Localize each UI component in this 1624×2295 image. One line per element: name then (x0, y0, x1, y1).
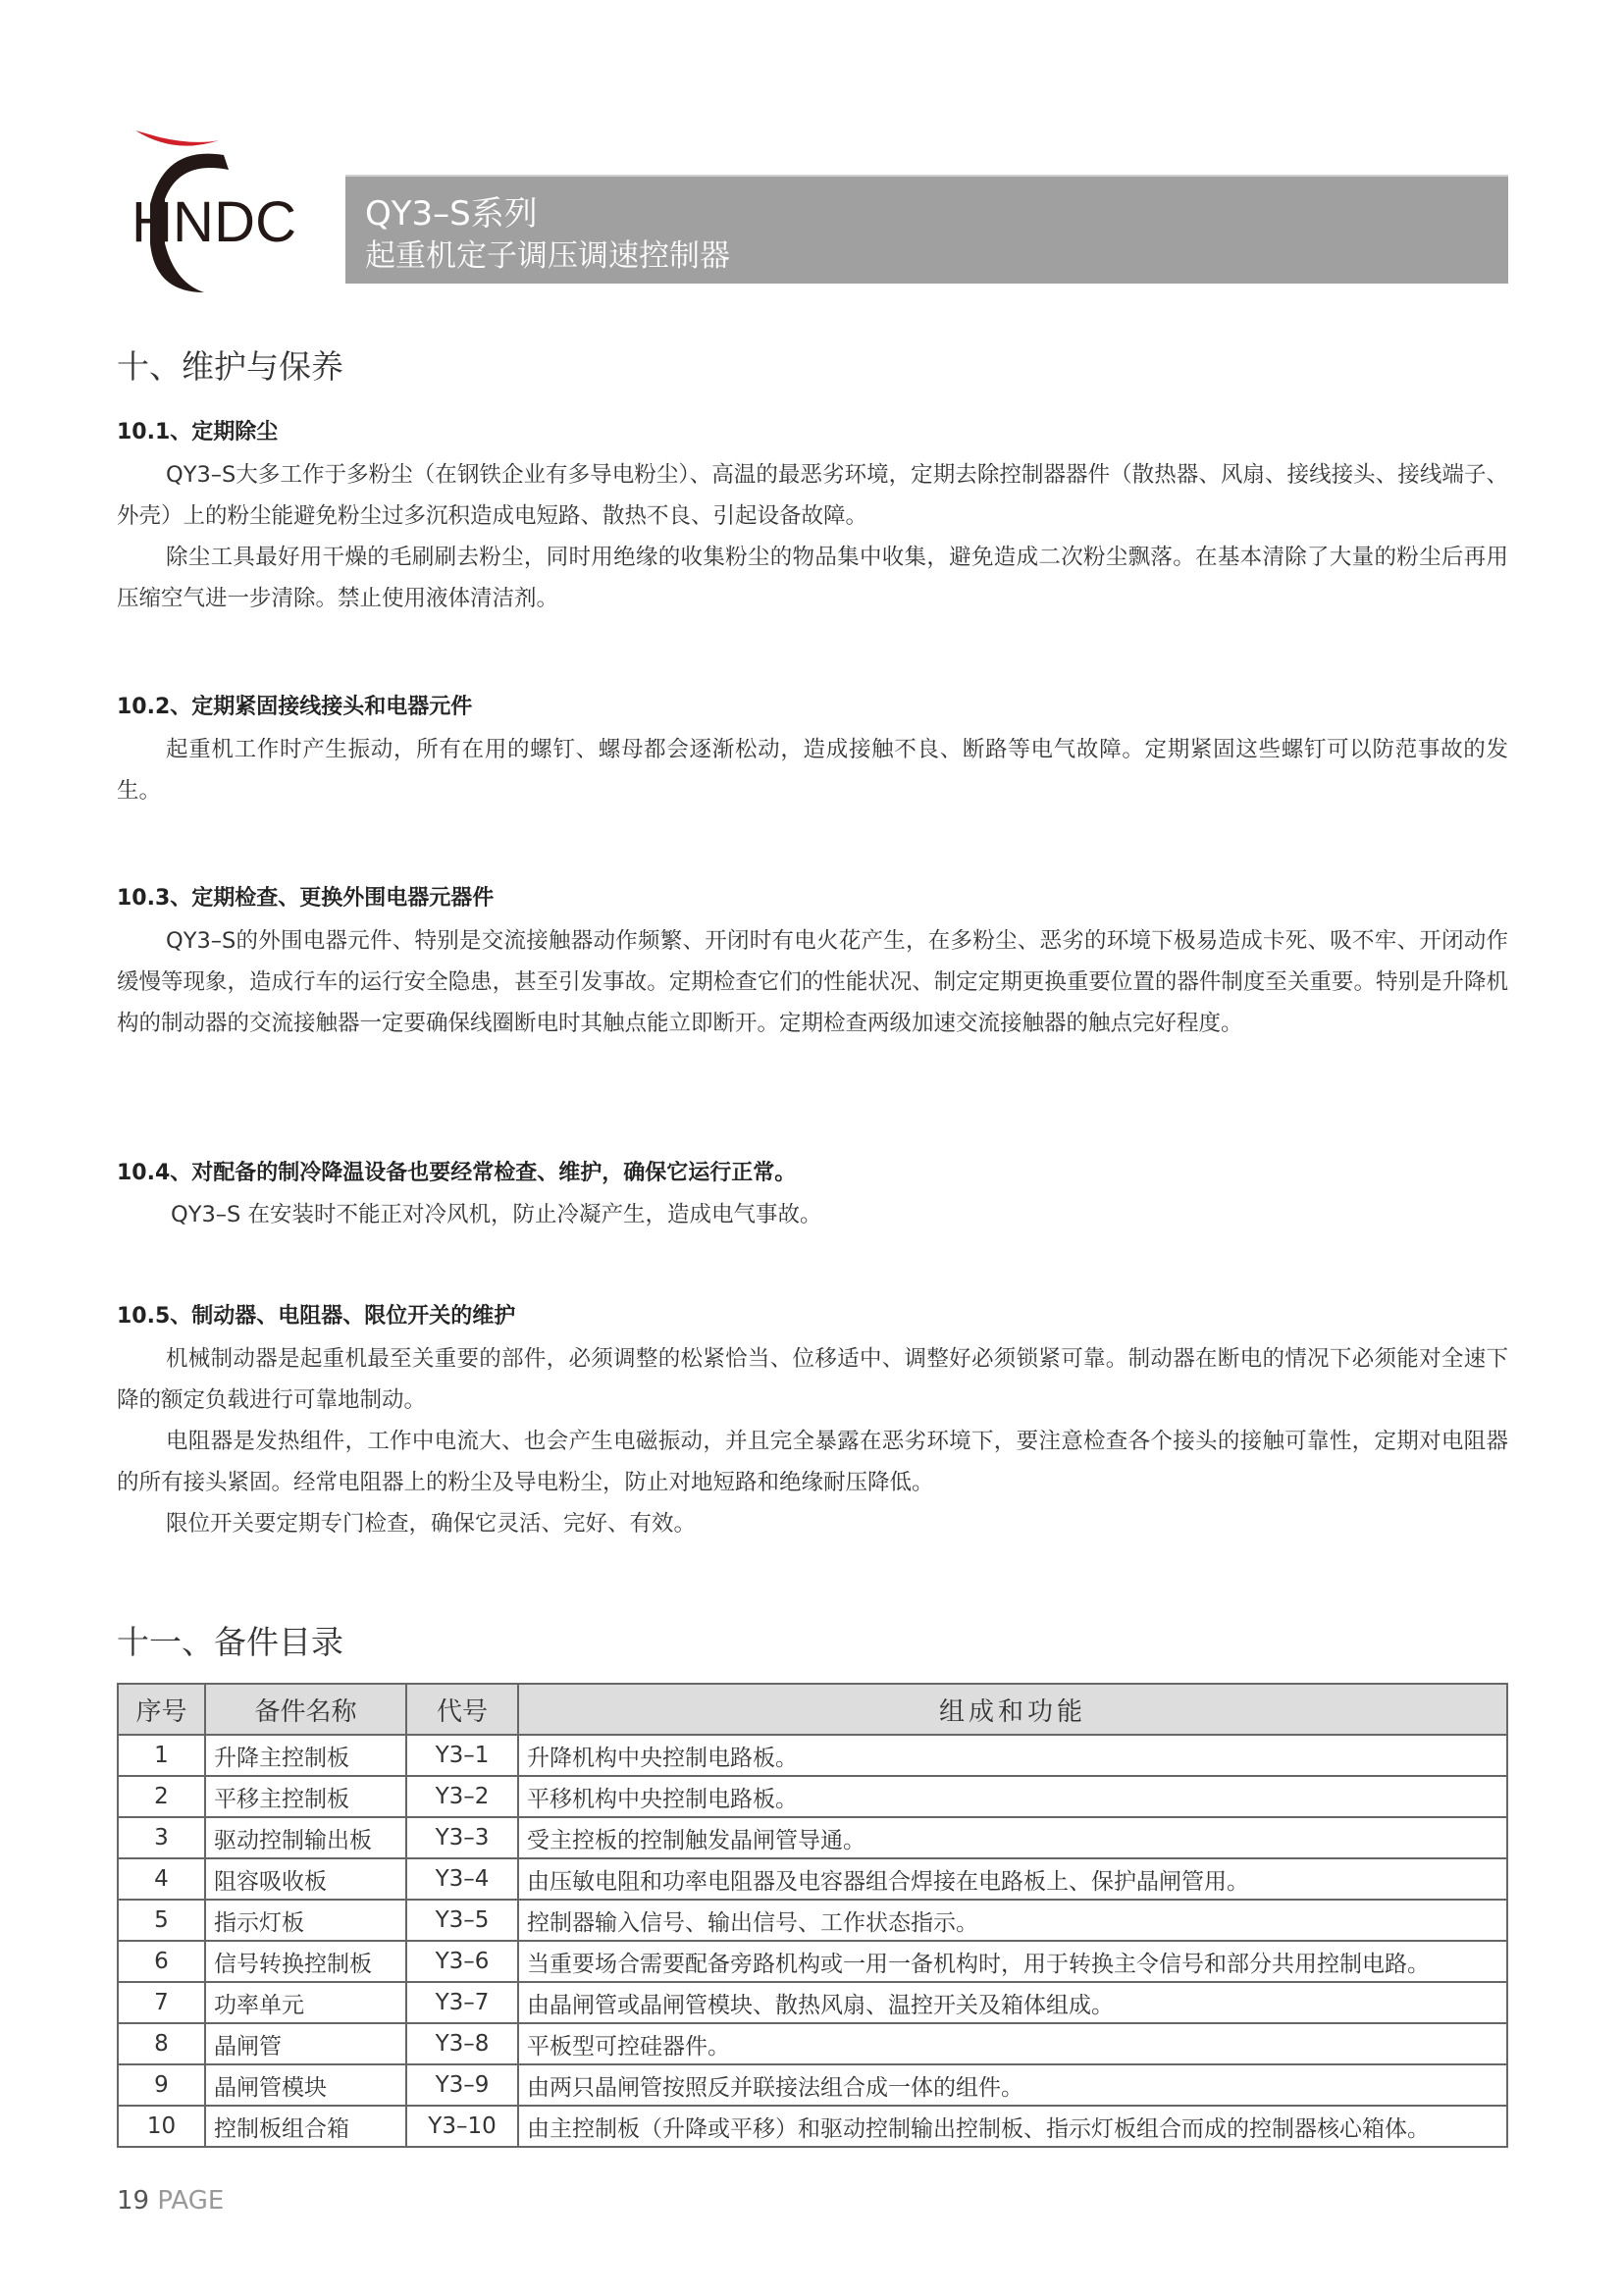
row-index: 3 (118, 1817, 205, 1858)
header-banner (345, 175, 1508, 284)
body-10-5 (117, 1338, 1508, 1544)
table-row (118, 1941, 1507, 1982)
table-row (118, 1735, 1507, 1776)
column-header: 备件名称 (205, 1684, 406, 1735)
product-title: 起重机定子调压调速控制器 (365, 238, 730, 274)
part-name: 驱动控制输出板 (205, 1817, 406, 1858)
part-name: 指示灯板 (205, 1900, 406, 1941)
column-header: 组成和功能 (518, 1684, 1507, 1735)
table-row (118, 2023, 1507, 2064)
row-index: 5 (118, 1900, 205, 1941)
paragraph: 机械制动器是起重机最至关重要的部件，必须调整的松紧恰当、位移适中、调整好必须锁紧可靠。制动器在断电的情况下必须能对全速下降的额定负载进行可靠地制动。 (117, 1346, 1508, 1413)
heading-10-3: 10.3、定期检查、更换外围电器元器件 (117, 886, 495, 911)
series-title: QY3–S系列 (365, 194, 538, 234)
table-row (118, 2106, 1507, 2147)
hndc-logo (126, 126, 302, 302)
part-name: 信号转换控制板 (205, 1941, 406, 1982)
section-10-title: 十、维护与保养 (117, 347, 343, 386)
part-name: 升降主控制板 (205, 1735, 406, 1776)
heading-10-1: 10.1、定期除尘 (117, 420, 279, 444)
row-index: 6 (118, 1941, 205, 1982)
page-label: PAGE (157, 2186, 225, 2216)
part-code: Y3–9 (406, 2064, 518, 2106)
paragraph: QY3–S的外围电器元件、特别是交流接触器动作频繁、开闭时有电火花产生，在多粉尘、恶劣的环境下极易造成卡死、吸不牢、开闭动作缓慢等现象，造成行车的运行安全隐患，甚至引发事故。定期检查它们的性能状况、制定定期更换重要位置的器件制度至关重要。特别是升降机构的制动器的交流接触器一定要确保线圈断电时其触点能立即断开。定期检查两级加速交流接触器的触点完好程度。 (117, 928, 1508, 1036)
paragraph: 起重机工作时产生振动，所有在用的螺钉、螺母都会逐渐松动，造成接触不良、断路等电气故障。定期紧固这些螺钉可以防范事故的发生。 (117, 737, 1508, 804)
spare-parts-table (117, 1683, 1508, 2148)
part-code: Y3–7 (406, 1982, 518, 2023)
heading-10-4: 10.4、对配备的制冷降温设备也要经常检查、维护，确保它运行正常。 (117, 1161, 797, 1185)
paragraph: 电阻器是发热组件，工作中电流大、也会产生电磁振动，并且完全暴露在恶劣环境下，要注意检查各个接头的接触可靠性，定期对电阻器的所有接头紧固。经常电阻器上的粉尘及导电粉尘，防止对地短路和绝缘耐压降低。 (117, 1429, 1508, 1495)
part-code: Y3–5 (406, 1900, 518, 1941)
column-header: 序号 (118, 1684, 205, 1735)
part-code: Y3–1 (406, 1735, 518, 1776)
part-code: Y3–6 (406, 1941, 518, 1982)
row-index: 4 (118, 1858, 205, 1900)
paragraph: QY3–S 在安装时不能正对冷风机，防止冷凝产生，造成电气事故。 (171, 1202, 822, 1227)
table-row (118, 1982, 1507, 2023)
table-header-row (118, 1684, 1507, 1735)
section-11-title: 十一、备件目录 (117, 1623, 343, 1661)
body-10-1 (117, 454, 1508, 619)
part-name: 控制板组合箱 (205, 2106, 406, 2147)
part-function: 当重要场合需要配备旁路机构或一用一备机构时，用于转换主令信号和部分共用控制电路。 (518, 1941, 1507, 1982)
part-function: 控制器输入信号、输出信号、工作状态指示。 (518, 1900, 1507, 1941)
row-index: 7 (118, 1982, 205, 2023)
paragraph: 除尘工具最好用干燥的毛刷刷去粉尘，同时用绝缘的收集粉尘的物品集中收集，避免造成二次粉尘飘落。在基本清除了大量的粉尘后再用压缩空气进一步清除。禁止使用液体清洁剂。 (117, 545, 1508, 611)
page-number (117, 2186, 224, 2216)
part-name: 功率单元 (205, 1982, 406, 2023)
part-code: Y3–8 (406, 2023, 518, 2064)
part-code: Y3–10 (406, 2106, 518, 2147)
paragraph: 限位开关要定期专门检查，确保它灵活、完好、有效。 (166, 1511, 697, 1537)
page-number-value: 19 (117, 2186, 150, 2216)
part-code: Y3–4 (406, 1858, 518, 1900)
row-index: 1 (118, 1735, 205, 1776)
part-function: 受主控板的控制触发晶闸管导通。 (518, 1817, 1507, 1858)
part-function: 由压敏电阻和功率电阻器及电容器组合焊接在电路板上、保护晶闸管用。 (518, 1858, 1507, 1900)
body-10-2 (117, 729, 1508, 811)
part-name: 晶闸管模块 (205, 2064, 406, 2106)
column-header: 代号 (406, 1684, 518, 1735)
svg-text:HNDC: HNDC (131, 190, 296, 254)
part-function: 平移机构中央控制电路板。 (518, 1776, 1507, 1817)
part-code: Y3–2 (406, 1776, 518, 1817)
part-function: 由主控制板（升降或平移）和驱动控制输出控制板、指示灯板组合而成的控制器核心箱体。 (518, 2106, 1507, 2147)
row-index: 9 (118, 2064, 205, 2106)
part-function: 平板型可控硅器件。 (518, 2023, 1507, 2064)
table-row (118, 1776, 1507, 1817)
table-row (118, 1858, 1507, 1900)
table-row (118, 1817, 1507, 1858)
row-index: 2 (118, 1776, 205, 1817)
body-10-3 (117, 920, 1508, 1044)
part-name: 阻容吸收板 (205, 1858, 406, 1900)
row-index: 10 (118, 2106, 205, 2147)
paragraph: QY3–S大多工作于多粉尘（在钢铁企业有多导电粉尘）、高温的最恶劣环境，定期去除控制器器件（散热器、风扇、接线接头、接线端子、外壳）上的粉尘能避免粉尘过多沉积造成电短路、散热不良、引起设备故障。 (117, 462, 1508, 529)
part-name: 晶闸管 (205, 2023, 406, 2064)
part-name: 平移主控制板 (205, 1776, 406, 1817)
part-function: 升降机构中央控制电路板。 (518, 1735, 1507, 1776)
heading-10-2: 10.2、定期紧固接线接头和电器元件 (117, 695, 473, 719)
part-function: 由晶闸管或晶闸管模块、散热风扇、温控开关及箱体组成。 (518, 1982, 1507, 2023)
body-10-4 (117, 1194, 1508, 1235)
table-row (118, 2064, 1507, 2106)
part-function: 由两只晶闸管按照反并联接法组合成一体的组件。 (518, 2064, 1507, 2106)
table-row (118, 1900, 1507, 1941)
part-code: Y3–3 (406, 1817, 518, 1858)
row-index: 8 (118, 2023, 205, 2064)
heading-10-5: 10.5、制动器、电阻器、限位开关的维护 (117, 1304, 516, 1329)
